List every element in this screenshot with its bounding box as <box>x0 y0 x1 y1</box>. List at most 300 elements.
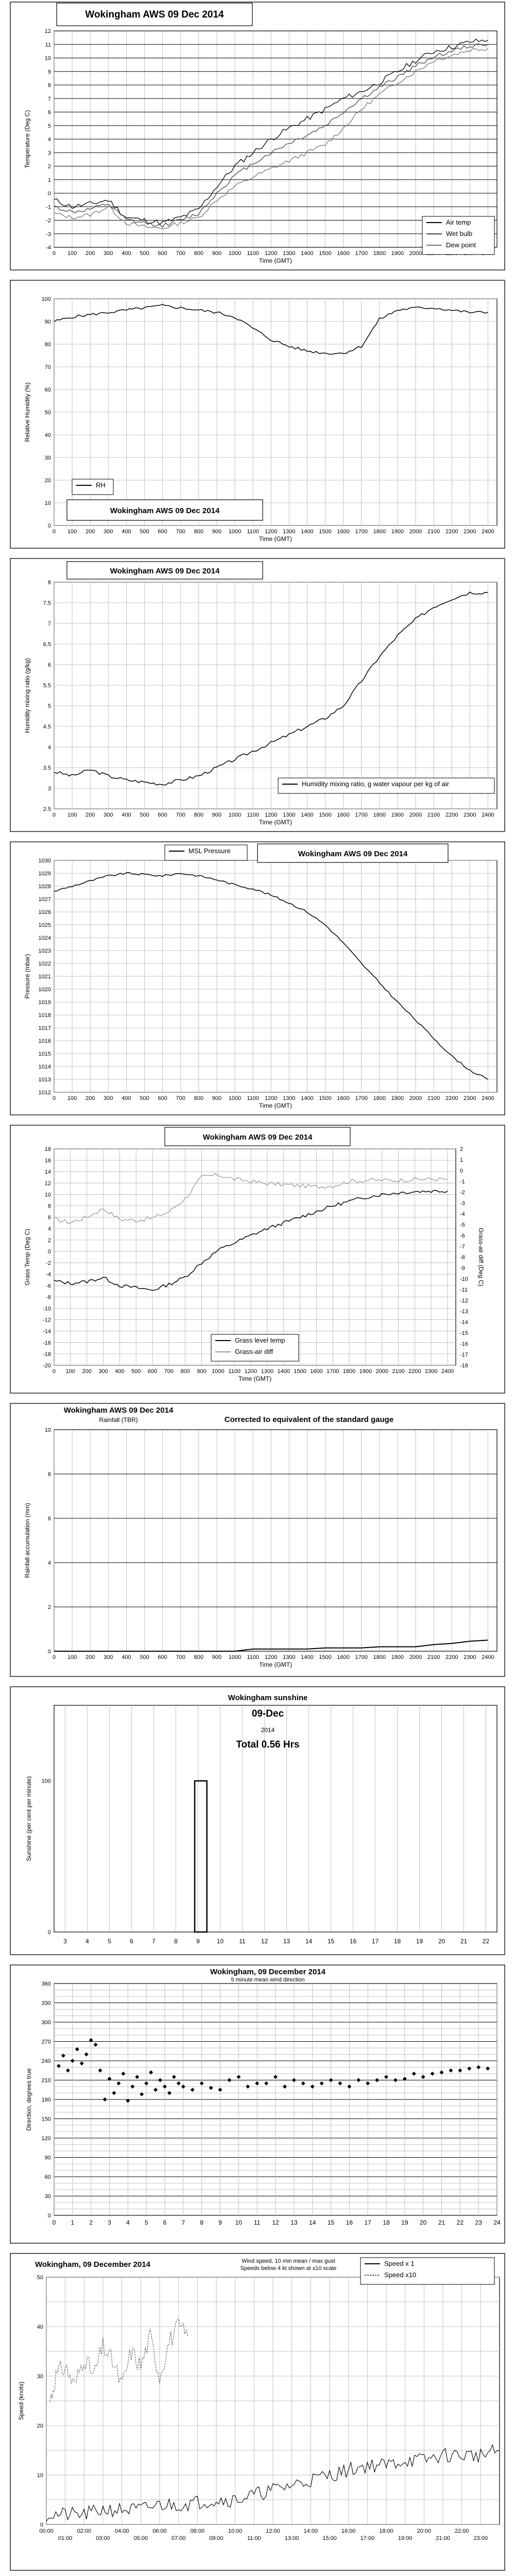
x-tick-label: 16:00 <box>341 2528 356 2534</box>
y2-tick-label: 0 <box>460 1168 464 1174</box>
x-tick-label: 2100 <box>392 1368 405 1375</box>
x-tick-label: 2100 <box>427 812 440 818</box>
y-tick-label: 18 <box>44 1146 51 1153</box>
x-tick-label: 1800 <box>373 529 386 535</box>
x-tick-label: 1900 <box>391 1654 404 1660</box>
y-tick-label: 6.5 <box>43 641 51 648</box>
y-tick-label: 2.5 <box>43 806 51 812</box>
x-tick-label: 13 <box>290 2219 298 2226</box>
y-tick-label: 1012 <box>38 1090 51 1096</box>
y-tick-label: 60 <box>44 387 51 393</box>
y2-tick-label: -7 <box>460 1244 465 1250</box>
x-tick-label: 700 <box>176 1654 185 1660</box>
x-tick-label: 100 <box>67 1654 77 1660</box>
x-tick-label: 1400 <box>301 1654 314 1660</box>
y-tick-label: 1019 <box>38 999 51 1006</box>
x-tick-label: 1100 <box>247 1095 259 1101</box>
y2-tick-label: -15 <box>460 1330 468 1336</box>
x-tick-label: 6 <box>130 1938 133 1945</box>
y2-tick-label: -14 <box>460 1319 468 1326</box>
y-tick-label: 7 <box>47 621 51 627</box>
y-tick-label: -2 <box>46 217 51 224</box>
y-tick-label: 8 <box>47 1203 51 1210</box>
x-tick-label: 2400 <box>482 529 494 535</box>
y2-tick-label: -11 <box>460 1287 468 1293</box>
x-tick-label: 1500 <box>294 1368 306 1375</box>
y-tick-label: 0 <box>47 1929 51 1936</box>
y-tick-label: 8 <box>47 580 51 586</box>
x-tick-label: 800 <box>194 812 203 818</box>
x-tick-label: 1700 <box>355 529 368 535</box>
y-tick-label: 1025 <box>38 922 51 928</box>
y-tick-label: 6 <box>47 109 51 116</box>
chart-title: Wokingham AWS 09 Dec 2014 <box>110 567 220 575</box>
x-tick-label: 11 <box>253 2219 261 2226</box>
x-tick-label: 1800 <box>373 1654 386 1660</box>
x-tick-label: 10 <box>216 1938 224 1945</box>
x-tick-label: 500 <box>140 250 149 257</box>
x-tick-label: 700 <box>176 529 185 535</box>
y-tick-label: 3 <box>47 150 51 157</box>
x-tick-label: 100 <box>65 1368 76 1375</box>
x-tick-label: 1800 <box>373 812 386 818</box>
x-tick-label: 500 <box>140 1095 149 1101</box>
y-tick-label: 90 <box>44 319 51 325</box>
y-tick-label: 1024 <box>38 935 51 941</box>
x-tick-label: 400 <box>122 1654 131 1660</box>
x-tick-label: 22 <box>482 1938 490 1945</box>
x-tick-label: 19 <box>401 2219 408 2226</box>
x-tick-label: 1900 <box>391 1095 404 1101</box>
x-tick-label: 800 <box>194 529 203 535</box>
y-tick-label: 1027 <box>38 896 51 903</box>
x-tick-label: 3 <box>108 2219 111 2226</box>
y-tick-label: 1014 <box>38 1064 51 1070</box>
y-tick-label: 30 <box>44 455 51 461</box>
y2-tick-label: -5 <box>460 1222 465 1228</box>
x-tick-label: 05:00 <box>133 2535 148 2541</box>
y-tick-label: 2 <box>47 1237 51 1244</box>
y2-tick-label: -4 <box>460 1211 465 1217</box>
y2-tick-label: -13 <box>460 1309 468 1315</box>
x-tick-label: 900 <box>212 1095 222 1101</box>
y-tick-label: 6 <box>47 1516 51 1522</box>
chart-note: Corrected to equivalent of the standard gauge <box>224 1415 394 1424</box>
x-tick-label: 1200 <box>244 1368 258 1375</box>
x-tick-label: 400 <box>122 250 131 257</box>
x-tick-label: 1500 <box>319 812 332 818</box>
x-tick-label: 500 <box>140 812 149 818</box>
y-tick-label: 12 <box>44 1180 51 1187</box>
y-tick-label: -6 <box>46 1283 51 1290</box>
x-tick-label: 0 <box>52 250 56 257</box>
year-label: 2014 <box>261 1726 275 1734</box>
x-tick-label: 1500 <box>319 529 332 535</box>
plot-area <box>54 582 497 809</box>
y-tick-label: 7.5 <box>43 600 51 606</box>
y-axis-label: Sunshine (per cent per minute) <box>25 1776 32 1861</box>
x-tick-label: 5 <box>144 2219 148 2226</box>
x-tick-label: 1000 <box>228 250 242 257</box>
x-tick-label: 0 <box>52 812 56 818</box>
x-tick-label: 12 <box>261 1938 268 1945</box>
x-tick-label: 12 <box>272 2219 279 2226</box>
x-tick-label: 600 <box>158 250 167 257</box>
y-tick-label: -2 <box>46 1260 51 1267</box>
x-tick-label: 2200 <box>445 529 458 535</box>
x-tick-label: 18:00 <box>379 2528 393 2534</box>
y2-tick-label: -16 <box>460 1341 468 1347</box>
x-tick-label: 2000 <box>375 1368 388 1375</box>
y-tick-label: 330 <box>41 2000 51 2007</box>
x-tick-label: 600 <box>147 1368 158 1375</box>
x-tick-label: 900 <box>212 1654 222 1660</box>
x-tick-label: 2000 <box>409 250 422 257</box>
x-tick-label: 15 <box>327 1938 335 1945</box>
y2-tick-label: -10 <box>460 1276 468 1282</box>
x-tick-label: 2000 <box>409 1095 422 1101</box>
y-tick-label: 11 <box>45 42 51 48</box>
y-tick-label: 20 <box>37 2423 43 2429</box>
y-tick-label: -4 <box>46 1272 51 1278</box>
y-tick-label: 8 <box>47 1471 51 1478</box>
y-tick-label: 10 <box>44 55 51 62</box>
x-tick-label: 2400 <box>441 1368 454 1375</box>
legend-label: Air temp <box>446 218 471 226</box>
y2-tick-label: 2 <box>460 1146 464 1153</box>
x-tick-label: 1600 <box>337 250 350 257</box>
x-tick-label: 0 <box>52 1095 56 1101</box>
y-tick-label: -20 <box>43 1363 51 1369</box>
x-tick-label: 8 <box>200 2219 204 2226</box>
x-tick-label: 07:00 <box>171 2535 186 2541</box>
x-tick-label: 2300 <box>425 1368 438 1375</box>
y-tick-label: 3 <box>47 786 51 792</box>
legend-label: Humidity mixing ratio, g water vapour per kg of air <box>302 780 450 788</box>
y-tick-label: 30 <box>44 2193 51 2200</box>
legend <box>72 479 113 495</box>
x-tick-label: 19:00 <box>398 2535 413 2541</box>
y-tick-label: 5 <box>47 123 51 129</box>
x-tick-label: 21:00 <box>436 2535 450 2541</box>
x-tick-label: 1400 <box>277 1368 290 1375</box>
x-tick-label: 16 <box>349 1938 357 1945</box>
x-tick-label: 0 <box>52 1368 56 1375</box>
y2-tick-label: -9 <box>460 1265 465 1272</box>
chart-8 <box>0 1963 515 2246</box>
chart-subtitle: Rainfall (TBR) <box>99 1416 138 1423</box>
x-tick-label: 200 <box>85 812 95 818</box>
x-tick-label: 1200 <box>264 1654 278 1660</box>
y-axis-label: Temperature (Deg C) <box>24 110 31 168</box>
chart-2 <box>0 278 515 551</box>
x-tick-label: 1 <box>71 2219 75 2226</box>
y-tick-label: 1020 <box>38 987 51 993</box>
x-tick-label: 1000 <box>228 812 242 818</box>
x-tick-label: 04:00 <box>114 2528 129 2534</box>
x-axis-label: Time (GMT) <box>259 819 293 826</box>
x-tick-label: 1000 <box>228 529 242 535</box>
x-tick-label: 600 <box>158 1095 167 1101</box>
x-tick-label: 1200 <box>264 812 278 818</box>
x-tick-label: 2000 <box>409 1654 422 1660</box>
y-tick-label: 14 <box>44 1169 51 1176</box>
x-tick-label: 700 <box>164 1368 174 1375</box>
y-tick-label: 40 <box>37 2324 43 2330</box>
x-tick-label: 1300 <box>283 1095 296 1101</box>
x-tick-label: 2200 <box>445 1654 458 1660</box>
legend-label: Grass-air diff <box>235 1348 273 1355</box>
x-tick-label: 1700 <box>326 1368 339 1375</box>
y-tick-label: 10 <box>44 1427 51 1433</box>
x-axis-label: Time (GMT) <box>259 1661 293 1668</box>
x-tick-label: 1400 <box>301 1095 314 1101</box>
x-tick-label: 14:00 <box>303 2528 318 2534</box>
x-tick-label: 13 <box>283 1938 290 1945</box>
x-tick-label: 1800 <box>342 1368 356 1375</box>
x-tick-label: 1000 <box>228 1654 242 1660</box>
y2-tick-label: -1 <box>460 1179 465 1185</box>
x-tick-label: 300 <box>98 1368 108 1375</box>
x-tick-label: 100 <box>67 529 77 535</box>
legend-label: Wet bulb <box>446 230 473 238</box>
x-tick-label: 13:00 <box>284 2535 299 2541</box>
x-tick-label: 2200 <box>445 1095 458 1101</box>
x-tick-label: 8 <box>174 1938 178 1945</box>
y-axis-label: Relative Humidity (%) <box>24 382 31 442</box>
x-tick-label: 2200 <box>445 812 458 818</box>
y-tick-label: 30 <box>37 2374 43 2380</box>
x-tick-label: 2300 <box>464 529 476 535</box>
legend-label: Speed x 1 <box>384 2260 415 2267</box>
x-tick-label: 18 <box>383 2219 390 2226</box>
x-tick-label: 1400 <box>301 250 314 257</box>
x-tick-label: 1800 <box>373 1095 386 1101</box>
x-tick-label: 10 <box>235 2219 243 2226</box>
x-tick-label: 200 <box>85 250 95 257</box>
y-tick-label: 90 <box>44 2155 51 2161</box>
y2-tick-label: -2 <box>460 1190 465 1196</box>
x-tick-label: 3 <box>63 1938 67 1945</box>
y-tick-label: 150 <box>41 2116 51 2123</box>
x-tick-label: 400 <box>115 1368 125 1375</box>
y-tick-label: -8 <box>46 1294 51 1301</box>
x-tick-label: 2400 <box>482 1095 494 1101</box>
x-tick-label: 15:00 <box>322 2535 337 2541</box>
x-tick-label: 1200 <box>264 250 278 257</box>
y-tick-label: 10 <box>37 2472 43 2479</box>
x-tick-label: 0 <box>52 2219 56 2226</box>
chart-1 <box>0 0 515 273</box>
x-tick-label: 1100 <box>247 529 259 535</box>
x-tick-label: 1700 <box>355 250 368 257</box>
x-tick-label: 1300 <box>283 250 296 257</box>
x-tick-label: 02:00 <box>77 2528 92 2534</box>
y-tick-label: 4 <box>47 1226 51 1232</box>
y-tick-label: 4 <box>47 744 51 751</box>
y-tick-label: -18 <box>43 1351 51 1358</box>
chart-title: Wokingham AWS 09 Dec 2014 <box>85 9 224 20</box>
legend-label: Speed x10 <box>384 2271 417 2279</box>
total-label: Total 0.56 Hrs <box>236 1739 300 1750</box>
x-tick-label: 200 <box>85 1654 95 1660</box>
x-tick-label: 4 <box>85 1938 89 1945</box>
y-tick-label: -1 <box>46 204 51 211</box>
y-tick-label: 1030 <box>38 858 51 864</box>
x-tick-label: 00:00 <box>39 2528 54 2534</box>
x-tick-label: 08:00 <box>190 2528 205 2534</box>
y-tick-label: 9 <box>47 69 51 75</box>
x-tick-label: 4 <box>126 2219 130 2226</box>
legend-label: Grass level temp <box>235 1336 285 1344</box>
x-tick-label: 1600 <box>310 1368 323 1375</box>
y-axis-label: Speed (knots) <box>18 2381 25 2420</box>
x-tick-label: 20 <box>419 2219 427 2226</box>
y-tick-label: 20 <box>44 478 51 484</box>
x-tick-label: 400 <box>122 1095 131 1101</box>
y-tick-label: 7 <box>47 96 51 103</box>
x-tick-label: 1700 <box>355 1095 368 1101</box>
x-tick-label: 300 <box>104 1095 113 1101</box>
y-tick-label: 4.5 <box>43 724 51 730</box>
x-tick-label: 2100 <box>427 1095 440 1101</box>
y-tick-label: 1 <box>47 177 51 183</box>
x-tick-label: 300 <box>104 812 113 818</box>
y-tick-label: 1022 <box>38 961 51 967</box>
y-tick-label: -3 <box>46 231 51 238</box>
x-tick-label: 1300 <box>261 1368 274 1375</box>
x-tick-label: 22 <box>456 2219 464 2226</box>
x-tick-label: 100 <box>67 1095 77 1101</box>
chart-title: Wokingham, 09 December 2014 <box>210 1968 325 1976</box>
chart-9 <box>0 2251 515 2573</box>
x-tick-label: 500 <box>140 529 149 535</box>
y2-tick-label: -12 <box>460 1298 468 1304</box>
y2-tick-label: -17 <box>460 1352 468 1358</box>
y-tick-label: 0 <box>47 191 51 197</box>
x-tick-label: 800 <box>194 250 203 257</box>
y-tick-label: 80 <box>44 342 51 348</box>
y-tick-label: 360 <box>41 1981 51 1987</box>
x-tick-label: 1000 <box>228 1095 242 1101</box>
x-tick-label: 19 <box>416 1938 423 1945</box>
x-tick-label: 1100 <box>247 250 259 257</box>
x-tick-label: 1600 <box>337 529 350 535</box>
x-tick-label: 1600 <box>337 812 350 818</box>
x-tick-label: 1000 <box>212 1368 225 1375</box>
y-tick-label: 100 <box>41 296 51 302</box>
y-tick-label: 70 <box>44 364 51 370</box>
x-tick-label: 700 <box>176 250 185 257</box>
x-tick-label: 24 <box>493 2219 501 2226</box>
x-tick-label: 1300 <box>283 1654 296 1660</box>
chart-7 <box>0 1685 515 1958</box>
chart-subtitle-2: Speeds below 4 kt shown at x10 scale <box>240 2265 337 2272</box>
x-tick-label: 1100 <box>228 1368 241 1375</box>
x-tick-label: 400 <box>122 812 131 818</box>
x-tick-label: 1500 <box>319 1095 332 1101</box>
x-tick-label: 2000 <box>409 812 422 818</box>
y-tick-label: 6 <box>47 1214 51 1221</box>
x-tick-label: 1400 <box>301 529 314 535</box>
x-tick-label: 400 <box>122 529 131 535</box>
x-tick-label: 900 <box>197 1368 207 1375</box>
y-tick-label: 1013 <box>38 1077 51 1083</box>
y-tick-label: 60 <box>44 2174 51 2180</box>
chart-title: Wokingham, 09 December 2014 <box>35 2260 150 2269</box>
x-tick-label: 09:00 <box>209 2535 224 2541</box>
chart-subtitle: 5 minute mean wind direction <box>231 1977 305 1983</box>
y-tick-label: 1028 <box>38 884 51 890</box>
x-tick-label: 06:00 <box>152 2528 167 2534</box>
x-tick-label: 7 <box>181 2219 185 2226</box>
y-tick-label: 1029 <box>38 871 51 877</box>
x-tick-label: 23 <box>475 2219 482 2226</box>
y-tick-label: 50 <box>44 410 51 416</box>
x-tick-label: 1500 <box>319 250 332 257</box>
y-tick-label: -16 <box>43 1340 51 1346</box>
x-tick-label: 200 <box>82 1368 92 1375</box>
x-tick-label: 1900 <box>391 812 404 818</box>
x-tick-label: 600 <box>158 812 167 818</box>
chart-title: Wokingham AWS 09 Dec 2014 <box>110 506 220 515</box>
legend-label: RH <box>96 481 106 489</box>
x-tick-label: 1400 <box>301 812 314 818</box>
x-tick-label: 01:00 <box>58 2535 73 2541</box>
chart-4 <box>0 840 515 1118</box>
y-tick-label: 6 <box>47 662 51 668</box>
x-tick-label: 1100 <box>247 1654 259 1660</box>
x-tick-label: 900 <box>212 529 222 535</box>
x-tick-label: 2400 <box>482 1654 494 1660</box>
x-tick-label: 2300 <box>464 1654 476 1660</box>
y-tick-label: 1026 <box>38 909 51 916</box>
legend-label: MSL Pressure <box>188 847 231 855</box>
x-tick-label: 1600 <box>337 1654 350 1660</box>
x-tick-label: 800 <box>194 1095 203 1101</box>
x-tick-label: 22:00 <box>454 2528 469 2534</box>
x-tick-label: 200 <box>85 529 95 535</box>
x-tick-label: 1600 <box>337 1095 350 1101</box>
y-tick-label: 8 <box>47 82 51 89</box>
x-tick-label: 1100 <box>247 812 259 818</box>
x-tick-label: 500 <box>131 1368 141 1375</box>
y-axis-label: Rainfall accumulation (mm) <box>24 1503 31 1578</box>
y-tick-label: 1016 <box>38 1038 51 1044</box>
y-axis-label: Grass Temp (Deg C) <box>24 1229 31 1285</box>
x-tick-label: 23:00 <box>473 2535 488 2541</box>
x-tick-label: 600 <box>158 529 167 535</box>
chart-5 <box>0 1123 515 1396</box>
y-tick-label: 4 <box>47 137 51 143</box>
y-tick-label: 120 <box>41 2136 51 2142</box>
chart-subtitle: Wind speed, 10 min mean / max gust <box>242 2258 335 2264</box>
y-tick-label: 4 <box>47 1560 51 1566</box>
x-tick-label: 1300 <box>283 529 296 535</box>
y-tick-label: 16 <box>44 1158 51 1164</box>
chart-title: Wokingham AWS 09 Dec 2014 <box>63 1406 174 1415</box>
chart-3 <box>0 556 515 835</box>
x-tick-label: 1700 <box>355 1654 368 1660</box>
y-tick-label: 10 <box>44 500 51 506</box>
y-tick-label: 0 <box>47 523 51 529</box>
x-tick-label: 1900 <box>391 529 404 535</box>
x-tick-label: 6 <box>163 2219 167 2226</box>
x-tick-label: 14 <box>308 2219 316 2226</box>
y-tick-label: -10 <box>43 1306 51 1312</box>
x-tick-label: 18 <box>393 1938 401 1945</box>
y2-tick-label: 1 <box>460 1157 464 1163</box>
